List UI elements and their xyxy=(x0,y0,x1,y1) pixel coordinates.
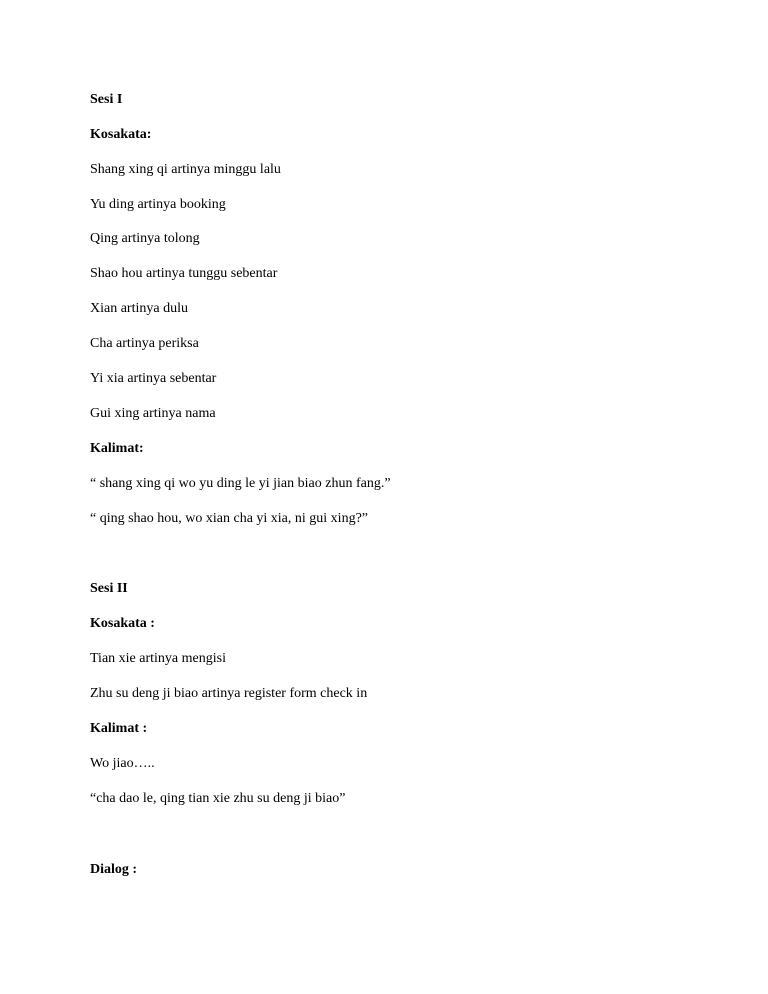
session2-sentence: Wo jiao….. xyxy=(90,756,155,771)
session1-vocab-item: Xian artinya dulu xyxy=(90,301,188,316)
session2-sentence: “cha dao le, qing tian xie zhu su deng ji biao” xyxy=(90,791,346,806)
session1-sentence-heading: Kalimat: xyxy=(90,441,144,456)
session1-vocab-item: Cha artinya periksa xyxy=(90,336,199,351)
session1-vocab-item: Shao hou artinya tunggu sebentar xyxy=(90,266,278,281)
session1-vocab-item: Yu ding artinya booking xyxy=(90,197,226,212)
session1-vocab-heading: Kosakata: xyxy=(90,127,152,142)
session1-sentence: “ shang xing qi wo yu ding le yi jian biao zhun fang.” xyxy=(90,476,391,491)
session2-vocab-heading: Kosakata : xyxy=(90,616,155,631)
session1-heading: Sesi I xyxy=(90,92,123,107)
session2-vocab-item: Tian xie artinya mengisi xyxy=(90,651,226,666)
session2-heading: Sesi II xyxy=(90,581,128,596)
session1-vocab-item: Yi xia artinya sebentar xyxy=(90,371,217,386)
session1-sentence: “ qing shao hou, wo xian cha yi xia, ni gui xing?” xyxy=(90,511,368,526)
dialog-heading: Dialog : xyxy=(90,862,138,877)
session2-vocab-item: Zhu su deng ji biao artinya register form check in xyxy=(90,686,368,701)
session1-vocab-item: Qing artinya tolong xyxy=(90,231,200,246)
session1-vocab-item: Gui xing artinya nama xyxy=(90,406,216,421)
session1-vocab-item: Shang xing qi artinya minggu lalu xyxy=(90,162,281,177)
session2-sentence-heading: Kalimat : xyxy=(90,721,148,736)
